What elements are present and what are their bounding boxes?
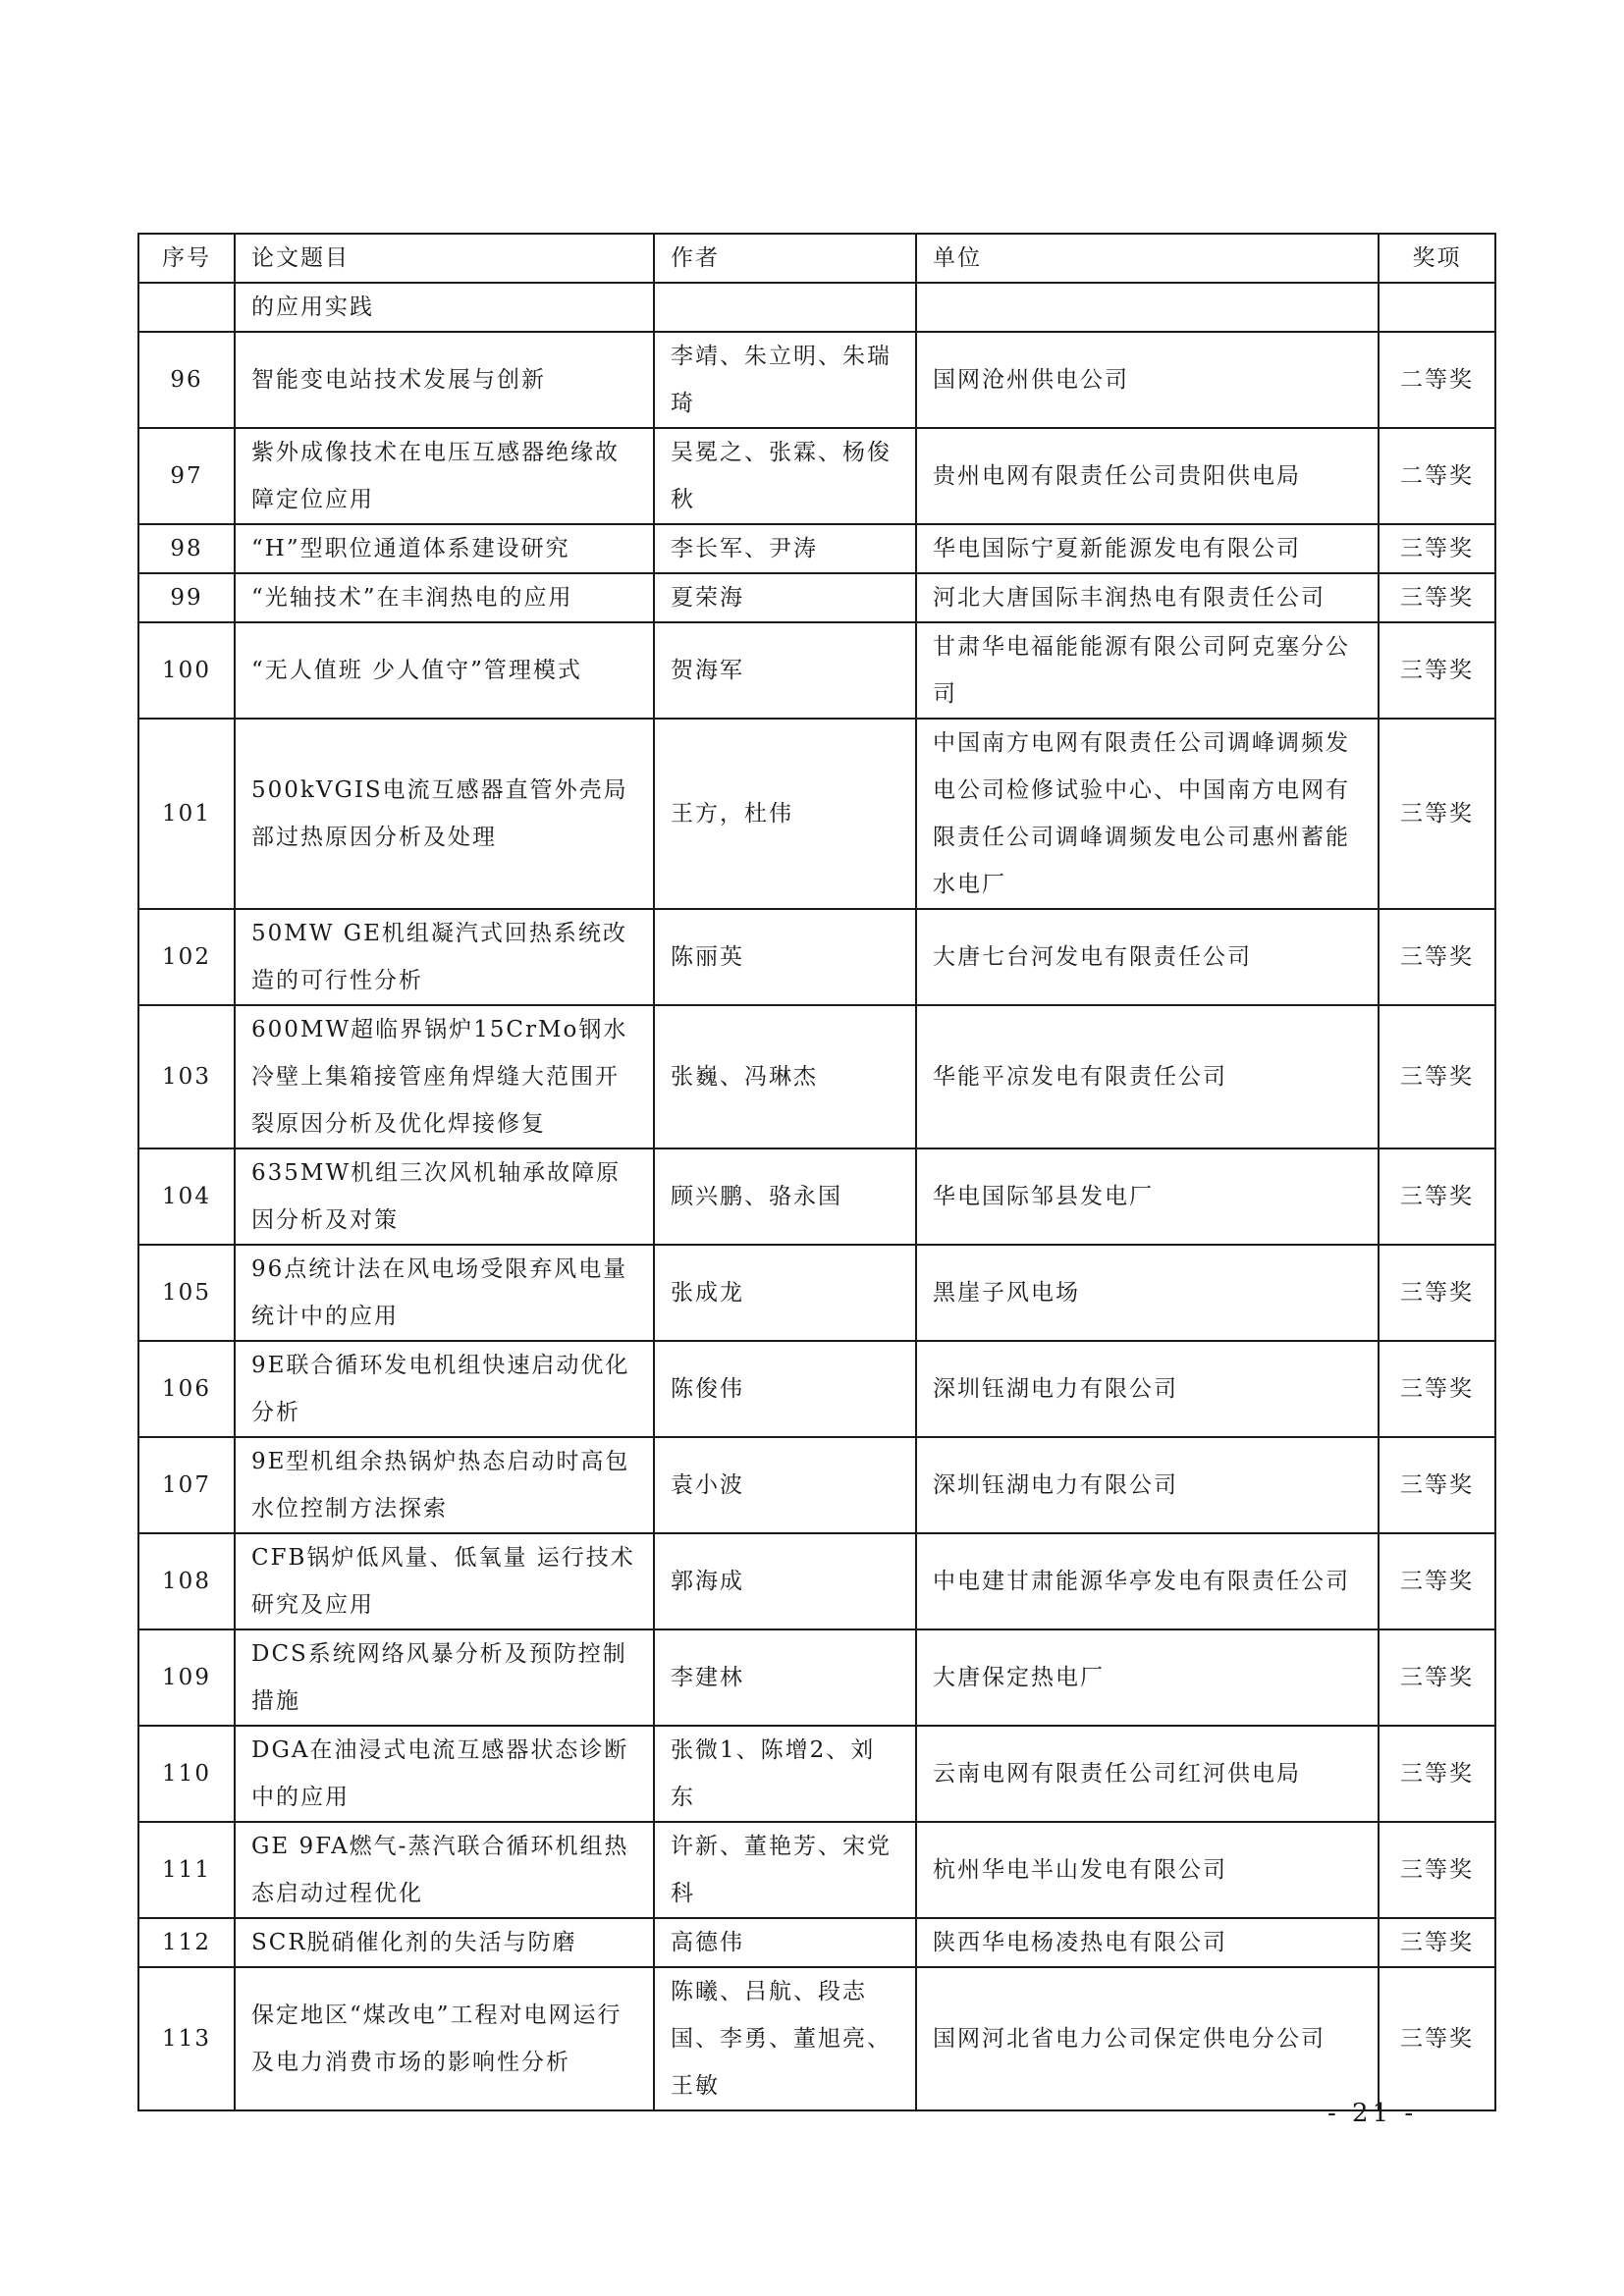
cell-unit: 云南电网有限责任公司红河供电局 [916,1726,1379,1822]
cell-title: 50MW GE机组凝汽式回热系统改造的可行性分析 [235,909,654,1005]
cell-title: CFB锅炉低风量、低氧量 运行技术研究及应用 [235,1533,654,1629]
cell-unit: 陕西华电杨凌热电有限公司 [916,1918,1379,1967]
cell-title: 9E联合循环发电机组快速启动优化分析 [235,1341,654,1437]
cell-award: 三等奖 [1379,1967,1495,2110]
cell-award: 三等奖 [1379,1148,1495,1245]
cell-unit: 大唐保定热电厂 [916,1629,1379,1726]
cell-no: 106 [138,1341,235,1437]
table-row [138,1533,1495,1629]
cell-title: 500kVGIS电流互感器直管外壳局部过热原因分析及处理 [235,719,654,909]
cell-no: 96 [138,332,235,428]
cell-title: “光轴技术”在丰润热电的应用 [235,573,654,622]
table-row [138,1967,1495,2110]
cell-no: 97 [138,428,235,524]
cell-award: 二等奖 [1379,332,1495,428]
cell-award: 三等奖 [1379,909,1495,1005]
table-row [138,909,1495,1005]
cell-unit: 甘肃华电福能能源有限公司阿克塞分公司 [916,622,1379,719]
header-no: 序号 [138,234,235,283]
cell-award: 二等奖 [1379,428,1495,524]
cell-title: “H”型职位通道体系建设研究 [235,524,654,573]
cell-authors: 李靖、朱立明、朱瑞琦 [654,332,916,428]
cell-authors: 袁小波 [654,1437,916,1533]
cell-no: 100 [138,622,235,719]
table-row [138,1341,1495,1437]
cell-unit: 深圳钰湖电力有限公司 [916,1341,1379,1437]
table-row [138,524,1495,573]
cell-no: 103 [138,1005,235,1148]
cell-title: 96点统计法在风电场受限弃风电量统计中的应用 [235,1245,654,1341]
cell-unit: 贵州电网有限责任公司贵阳供电局 [916,428,1379,524]
cell-unit: 河北大唐国际丰润热电有限责任公司 [916,573,1379,622]
table-row [138,1822,1495,1918]
cell-award: 三等奖 [1379,573,1495,622]
cell-authors: 李建林 [654,1629,916,1726]
award-table [137,233,1496,2111]
table-body [138,283,1495,2110]
cell-no [138,283,235,332]
cell-no: 101 [138,719,235,909]
cell-unit: 中电建甘肃能源华亭发电有限责任公司 [916,1533,1379,1629]
cell-authors: 夏荣海 [654,573,916,622]
cell-unit: 华电国际邹县发电厂 [916,1148,1379,1245]
cell-award: 三等奖 [1379,1005,1495,1148]
table-row [138,1726,1495,1822]
cell-award: 三等奖 [1379,622,1495,719]
cell-award: 三等奖 [1379,1918,1495,1967]
table-row [138,1437,1495,1533]
cell-no: 102 [138,909,235,1005]
cell-award [1379,283,1495,332]
cell-title: 保定地区“煤改电”工程对电网运行及电力消费市场的影响性分析 [235,1967,654,2110]
cell-unit: 大唐七台河发电有限责任公司 [916,909,1379,1005]
cell-no: 112 [138,1918,235,1967]
cell-authors: 顾兴鹏、骆永国 [654,1148,916,1245]
table-row [138,1245,1495,1341]
cell-title: GE 9FA燃气-蒸汽联合循环机组热态启动过程优化 [235,1822,654,1918]
cell-unit: 杭州华电半山发电有限公司 [916,1822,1379,1918]
cell-no: 105 [138,1245,235,1341]
cell-title: 635MW机组三次风机轴承故障原因分析及对策 [235,1148,654,1245]
cell-no: 110 [138,1726,235,1822]
page-number: - 21 - [1327,2099,1418,2128]
table-row [138,573,1495,622]
cell-authors: 张巍、冯琳杰 [654,1005,916,1148]
cell-no: 108 [138,1533,235,1629]
cell-title: “无人值班 少人值守”管理模式 [235,622,654,719]
table-row [138,428,1495,524]
cell-authors: 张微1、陈增2、刘东 [654,1726,916,1822]
cell-authors: 李长军、尹涛 [654,524,916,573]
cell-authors: 贺海军 [654,622,916,719]
cell-unit: 华电国际宁夏新能源发电有限公司 [916,524,1379,573]
cell-title: 的应用实践 [235,283,654,332]
cell-title: DCS系统网络风暴分析及预防控制措施 [235,1629,654,1726]
table-row [138,1005,1495,1148]
cell-authors: 张成龙 [654,1245,916,1341]
cell-no: 113 [138,1967,235,2110]
cell-unit: 黑崖子风电场 [916,1245,1379,1341]
cell-authors: 高德伟 [654,1918,916,1967]
cell-title: 紫外成像技术在电压互感器绝缘故障定位应用 [235,428,654,524]
cell-no: 104 [138,1148,235,1245]
header-unit: 单位 [916,234,1379,283]
header-award: 奖项 [1379,234,1495,283]
cell-no: 99 [138,573,235,622]
cell-authors: 吴冕之、张霖、杨俊秋 [654,428,916,524]
cell-authors: 陈丽英 [654,909,916,1005]
cell-unit [916,283,1379,332]
cell-authors: 郭海成 [654,1533,916,1629]
cell-title: 600MW超临界锅炉15CrMo钢水冷壁上集箱接管座角焊缝大范围开裂原因分析及优化焊接修复 [235,1005,654,1148]
cell-authors: 陈俊伟 [654,1341,916,1437]
cell-authors: 陈曦、吕航、段志国、李勇、董旭亮、王敏 [654,1967,916,2110]
cell-title: 9E型机组余热锅炉热态启动时高包水位控制方法探索 [235,1437,654,1533]
table-row [138,1918,1495,1967]
cell-authors: 王方，杜伟 [654,719,916,909]
cell-title: 智能变电站技术发展与创新 [235,332,654,428]
cell-unit: 华能平凉发电有限责任公司 [916,1005,1379,1148]
cell-award: 三等奖 [1379,1437,1495,1533]
cell-award: 三等奖 [1379,1822,1495,1918]
cell-title: DGA在油浸式电流互感器状态诊断中的应用 [235,1726,654,1822]
table-row [138,719,1495,909]
cell-unit: 国网沧州供电公司 [916,332,1379,428]
cell-award: 三等奖 [1379,1629,1495,1726]
table-row [138,1629,1495,1726]
cell-authors [654,283,916,332]
cell-award: 三等奖 [1379,1245,1495,1341]
cell-unit: 中国南方电网有限责任公司调峰调频发电公司检修试验中心、中国南方电网有限责任公司调峰调频发电公司惠州蓄能水电厂 [916,719,1379,909]
cell-award: 三等奖 [1379,524,1495,573]
table-row [138,1148,1495,1245]
cell-award: 三等奖 [1379,719,1495,909]
cell-award: 三等奖 [1379,1726,1495,1822]
cell-unit: 深圳钰湖电力有限公司 [916,1437,1379,1533]
cell-no: 107 [138,1437,235,1533]
cell-award: 三等奖 [1379,1533,1495,1629]
header-title: 论文题目 [235,234,654,283]
table-row [138,283,1495,332]
cell-no: 111 [138,1822,235,1918]
cell-unit: 国网河北省电力公司保定供电分公司 [916,1967,1379,2110]
cell-authors: 许新、董艳芳、宋党科 [654,1822,916,1918]
cell-no: 98 [138,524,235,573]
cell-title: SCR脱硝催化剂的失活与防磨 [235,1918,654,1967]
table-header-row [138,234,1495,283]
table-row [138,332,1495,428]
header-authors: 作者 [654,234,916,283]
cell-no: 109 [138,1629,235,1726]
cell-award: 三等奖 [1379,1341,1495,1437]
table-row [138,622,1495,719]
